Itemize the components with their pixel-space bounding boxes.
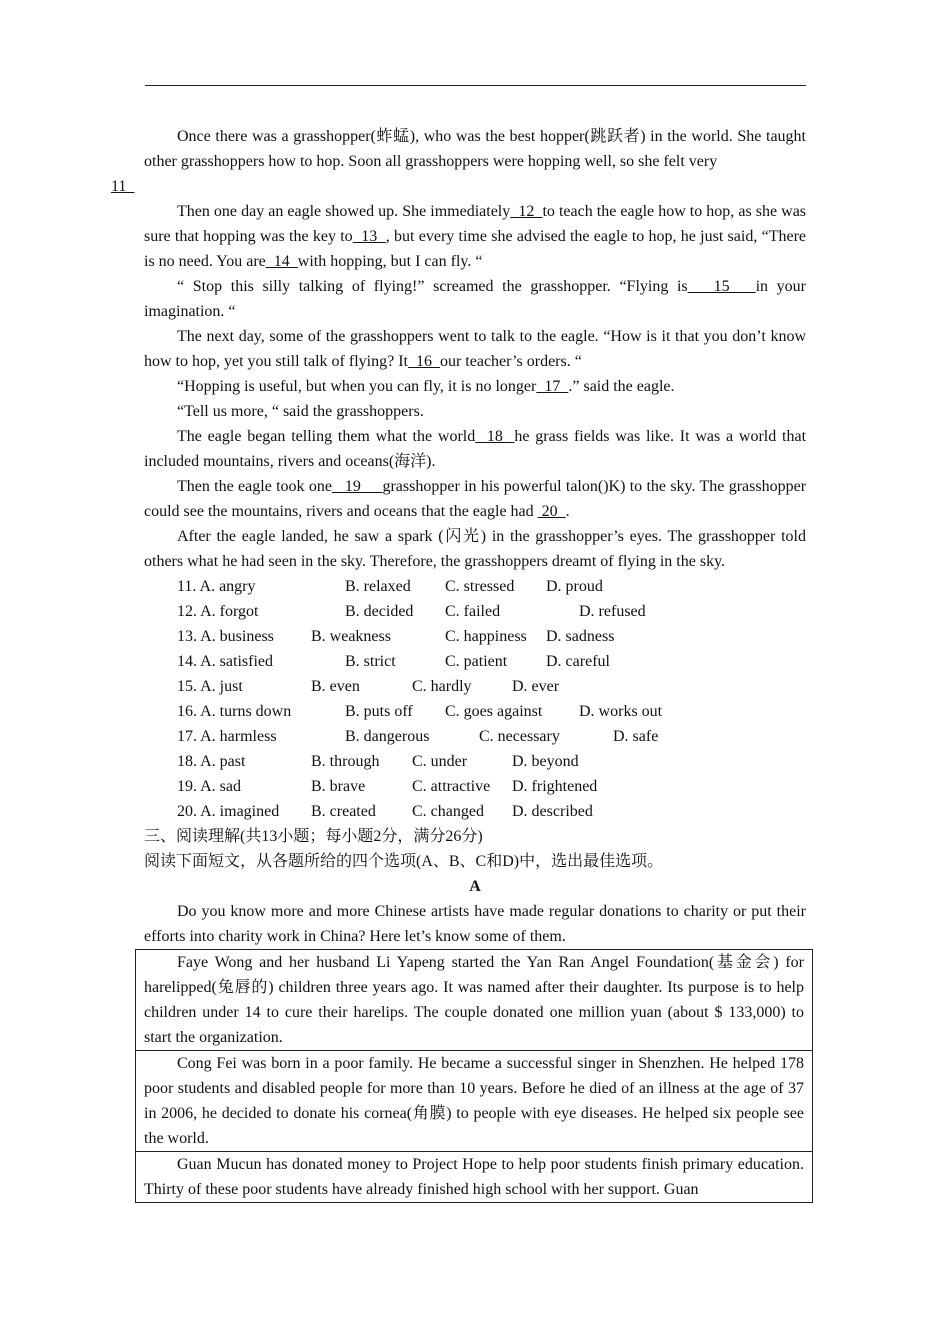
option-a: 11. A. angry (177, 578, 256, 595)
option-d: D. described (512, 803, 593, 820)
passage-text: in your imagination. “ (144, 278, 807, 320)
option-c: C. goes against (445, 703, 543, 720)
blank-11: 11 (111, 178, 135, 195)
option-c: C. attractive (412, 778, 491, 795)
option-a: 19. A. sad (177, 778, 241, 795)
blank-19: 19 (331, 478, 383, 495)
option-c: C. necessary (479, 728, 560, 745)
cloze-paragraph (144, 474, 806, 524)
passage-text: with hopping, but I can fly. “ (297, 253, 483, 270)
option-d: D. sadness (546, 628, 615, 645)
option-a: 15. A. just (177, 678, 243, 695)
option-b: B. decided (345, 603, 414, 620)
option-a: 14. A. satisfied (177, 653, 273, 670)
passage-text: to teach the eagle how to hop, as she was sure that hopping was the key to (144, 203, 807, 245)
cloze-passage (111, 124, 807, 574)
option-b: B. weakness (311, 628, 391, 645)
table-cell: Guan Mucun has donated money to Project Hope to help poor students finish primary education. Thirty of these poor students have already finished high school with her support. Guan (136, 1151, 812, 1202)
section-instructions: 阅读下面短文，从各题所给的四个选项(A、B、C和D)中，选出最佳选项。 (144, 853, 664, 870)
blank-13: 13 (352, 228, 386, 245)
option-c: C. stressed (445, 578, 515, 595)
option-d: D. refused (579, 603, 646, 620)
passage-text: “Hopping is useful, but when you can fly, it is no longer (177, 378, 537, 395)
option-b: B. even (311, 678, 360, 695)
option-row-19 (144, 774, 806, 799)
option-c: C. changed (412, 803, 484, 820)
table-cell: Cong Fei was born in a poor family. He became a successful singer in Shenzhen. He helped 178 poor students and disabled people for more than 10 years. Before he died of an illness at the age of 37 in 2006, he decided to donate his cornea(角膜) to people with eye diseases. He helped six people see the world. (136, 1050, 812, 1151)
passage-text: our teacher’s orders. “ (439, 353, 582, 370)
blank-15: 15 (687, 278, 756, 295)
option-d: D. proud (546, 578, 603, 595)
option-row-17 (144, 724, 806, 749)
reading-intro: Do you know more and more Chinese artists have made regular donations to charity or put their efforts into charity work in China? Here let’s know some of them. (144, 903, 806, 945)
option-d: D. ever (512, 678, 560, 695)
option-d: D. beyond (512, 753, 579, 770)
blank-16: 16 (407, 353, 440, 370)
option-d: D. works out (579, 703, 663, 720)
passage-text: “Tell us more, “ said the grasshoppers. (177, 403, 424, 420)
blank-14: 14 (265, 253, 298, 270)
passage-text: The eagle began telling them what the world (177, 428, 476, 445)
option-row-12 (144, 599, 806, 624)
passage-text: Then one day an eagle showed up. She immediately (177, 203, 511, 220)
passage-text: he grass fields was like. It was a world that included mountains, rivers and oceans(海洋). (144, 428, 807, 470)
table-cell: Faye Wong and her husband Li Yapeng started the Yan Ran Angel Foundation(基金会) for harelipped(兔唇的) children three years ago. It was named after their daughter. Its purpose is to help children under 14 to cure their harelips. The couple donated one million yuan (about $ 133,000) to start the organization. (144, 954, 804, 1046)
option-row-15 (144, 674, 806, 699)
passage-text: , but every time she advised the eagle to hop, he just said, “There is no need. You are (144, 228, 807, 270)
artists-table (135, 949, 813, 1203)
cloze-options (144, 574, 806, 824)
option-row-16 (144, 699, 806, 724)
option-b: B. through (311, 753, 380, 770)
option-row-11 (144, 574, 806, 599)
option-d: D. safe (613, 728, 659, 745)
option-a: 16. A. turns down (177, 703, 292, 720)
option-a: 18. A. past (177, 753, 246, 770)
blank-17: 17 (536, 378, 569, 395)
blank-20: 20 (537, 503, 566, 520)
passage-text: “ Stop this silly talking of flying!” screamed the grasshopper. “Flying is (177, 278, 688, 295)
passage-text: Then the eagle took one (177, 478, 332, 495)
option-a: 13. A. business (177, 628, 274, 645)
option-row-18 (144, 749, 806, 774)
blank-18: 18 (475, 428, 515, 445)
option-b: B. brave (311, 778, 366, 795)
option-c: C. happiness (445, 628, 527, 645)
option-a: 20. A. imagined (177, 803, 280, 820)
cloze-paragraph (144, 274, 806, 324)
cloze-paragraph (144, 374, 806, 399)
cloze-paragraph (144, 199, 806, 274)
passage-text: grasshopper in his powerful talon()K) to the sky. The grasshopper could see the mountains, rivers and oceans that the eagle had (144, 478, 807, 520)
passage-text: . (565, 503, 570, 520)
passage-label: A (469, 878, 481, 895)
passage-text: After the eagle landed, he saw a spark (闪光) in the grasshopper’s eyes. The grasshopper told others what he had seen in the sky. Therefore, the grasshoppers dreamt of flying in the sky. (144, 528, 806, 570)
blank-12: 12 (510, 203, 543, 220)
option-b: B. strict (345, 653, 396, 670)
option-c: C. under (412, 753, 468, 770)
option-b: B. puts off (345, 703, 413, 720)
option-b: B. created (311, 803, 376, 820)
option-a: 17. A. harmless (177, 728, 277, 745)
option-row-14 (144, 649, 806, 674)
option-row-13 (144, 624, 806, 649)
header-rule (145, 85, 806, 86)
option-d: D. frightened (512, 778, 598, 795)
option-b: B. dangerous (345, 728, 430, 745)
option-a: 12. A. forgot (177, 603, 259, 620)
passage-text: .” said the eagle. (568, 378, 675, 395)
cloze-paragraph (144, 424, 806, 474)
exam-content (111, 124, 807, 1203)
option-row-20 (144, 799, 806, 824)
option-c: C. hardly (412, 678, 472, 695)
passage-text: The next day, some of the grasshoppers went to talk to the eagle. “How is it that you don’t know how to hop, yet you still talk of flying? It (144, 328, 806, 370)
cloze-paragraph (144, 324, 806, 374)
cloze-paragraph (111, 124, 806, 199)
option-d: D. careful (546, 653, 610, 670)
option-c: C. failed (445, 603, 501, 620)
option-b: B. relaxed (345, 578, 411, 595)
cloze-paragraph (144, 399, 806, 424)
passage-text: Once there was a grasshopper(蚱蜢), who was the best hopper(跳跃者) in the world. She taught other grasshoppers how to hop. Soon all grasshoppers were hopping well, so she felt very (144, 128, 806, 170)
section-title: 三、阅读理解(共13小题；每小题2分，满分26分) (144, 828, 483, 845)
option-c: C. patient (445, 653, 508, 670)
cloze-paragraph (144, 524, 806, 574)
